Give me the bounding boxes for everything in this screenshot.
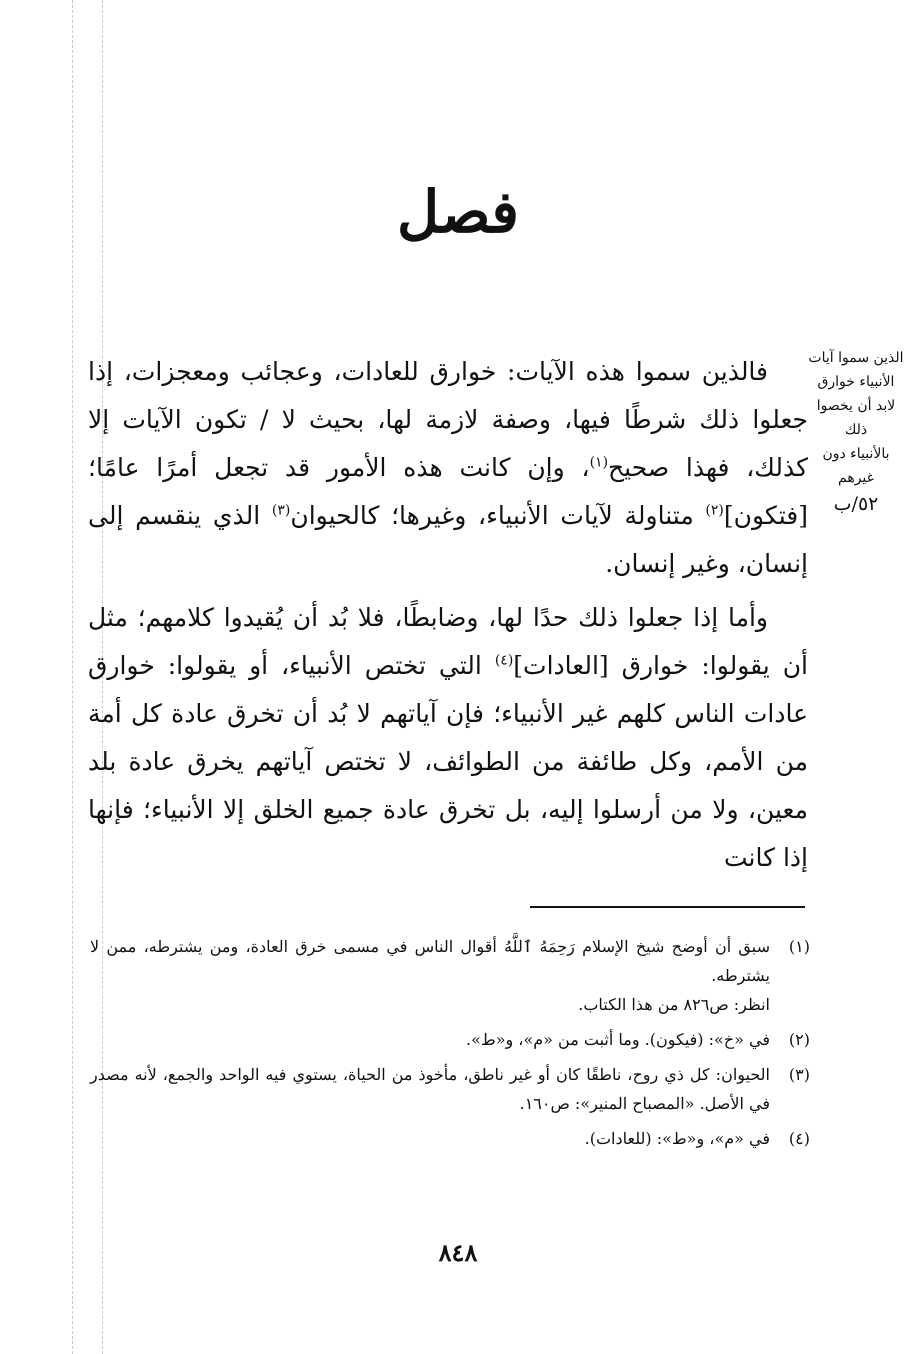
footnote-marker: (١) [589, 454, 609, 471]
paragraph [88, 348, 808, 588]
footnote-text [90, 1060, 770, 1118]
footnote-text [90, 1025, 770, 1054]
margin-note-line: بالأنبياء دون [822, 446, 890, 462]
footnote-marker: (٣) [271, 502, 291, 519]
footnote [90, 1060, 810, 1118]
paragraph-text: وأما إذا جعلوا ذلك حدًا لها، وضابطًا، فلا بُد أن يُقيدوا كلامهم؛ مثل أن يقولوا: خوارق [العادات] [88, 603, 808, 680]
section-heading: فصل [397, 178, 519, 246]
margin-note-line: الأنبياء خوارق [817, 374, 895, 390]
footnote-marker: (٢) [705, 502, 724, 519]
footnote [90, 1025, 810, 1054]
footnote-text [90, 1124, 770, 1153]
paragraph-text: التي تختص الأنبياء، أو يقولوا: خوارق عادات الناس كلهم غير الأنبياء؛ فإن آياتهم لا بُد أن تخرق عادة كل أمة من الأمم، وكل طائفة من الطوائف، لا تختص آياتهم يخرق عادة بلد معين، ولا من أرسلوا إليه، بل تخرق عادة جميع الخلق إلا الأنبياء؛ فإنها إذا كانت [88, 651, 808, 872]
footnote-text [90, 932, 770, 1019]
footnote-line: انظر: ص٨٢٦ من هذا الكتاب. [578, 995, 770, 1014]
manuscript-folio-ref: ٥٢/ب [833, 493, 879, 515]
footnotes [90, 932, 810, 1159]
footnote-number: (١) [788, 937, 810, 956]
footnote-marker: (٤) [494, 652, 514, 669]
paragraph-text: ، وإن كانت هذه الأمور قد تجعل أمرًا عامًا؛ [فتكون] [88, 453, 808, 530]
main-text [88, 348, 808, 882]
paragraph [88, 594, 808, 882]
footnote-separator [530, 906, 805, 908]
footnote [90, 1124, 810, 1153]
paragraph-text: فالذين سموا هذه الآيات: خوارق للعادات، وعجائب ومعجزات، إذا جعلوا ذلك شرطًا فيها، وصفة لازمة لها، بحيث لا / تكون الآيات إلا كذلك، فهذا صحيح [88, 357, 808, 482]
footnote-number: (٣) [788, 1065, 810, 1084]
paragraph-text: متناولة لآيات الأنبياء، وغيرها؛ كالحيوان [290, 501, 706, 530]
margin-note [808, 346, 904, 516]
paragraph-text: الذي ينقسم إلى إنسان، وغير إنسان. [88, 501, 808, 578]
margin-note-line: لابد أن يخصوا ذلك [816, 398, 896, 438]
page-number: ٨٤٨ [438, 1238, 478, 1267]
footnote-line: سبق أن أوضح شيخ الإسلام رَحِمَهُ ٱللَّهُ أقوال الناس في مسمى خرق العادة، ومن يشترطه، ممن لا يشترطه. [90, 937, 770, 985]
footnote-number: (٤) [788, 1129, 810, 1148]
footnote-line: في «م»، و«ط»: (للعادات). [584, 1129, 770, 1148]
footnote-number: (٢) [788, 1030, 810, 1049]
margin-note-line: الذين سموا آيات [808, 350, 904, 366]
footnote-line: الحيوان: كل ذي روح، ناطقًا كان أو غير ناطق، مأخوذ من الحياة، يستوي فيه الواحد والجمع، لأنه مصدر في الأصل. «المصباح المنير»: ص١٦٠. [90, 1065, 770, 1113]
margin-note-line: غيرهم [838, 470, 874, 486]
footnote-line: في «خ»: (فيكون). وما أثبت من «م»، و«ط». [466, 1030, 770, 1049]
footnote [90, 932, 810, 1019]
